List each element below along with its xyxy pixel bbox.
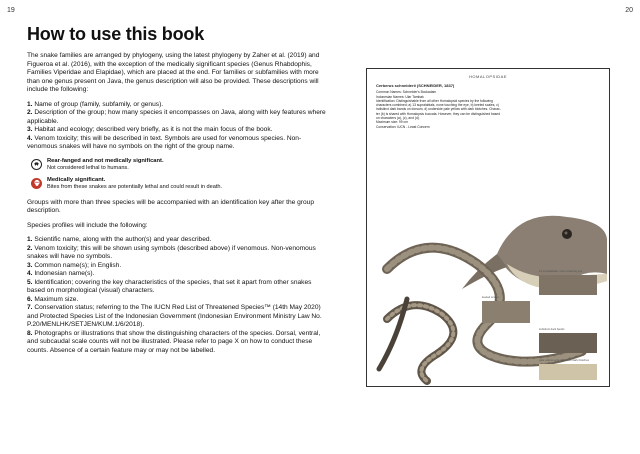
example-line: Indonesian Names: Ular Tambak [376, 94, 424, 99]
example-line: Common Names: Schneider's Bockadam [376, 90, 437, 95]
caption: 13 supralabials, none touching eye [539, 269, 583, 273]
list-item: 1. Scientific name, along with the author(s) and year described. [27, 236, 212, 243]
example-line: Conservation: IUCN - Least Concern [376, 124, 430, 129]
left-page [27, 24, 327, 355]
list-item: 3. Common name(s); in English. [27, 261, 122, 269]
skull-icon [31, 178, 42, 189]
list-item: 2. Venom toxicity; this will be shown using symbols (described above) if venomous. Non-venomous snakes will have no symbols. [27, 244, 316, 260]
snake-illustration [367, 69, 609, 386]
scale-inset [539, 333, 597, 353]
list-item: 5. Identification; covering the key characteristics of the species, that set it apart from other snakes based on morphological (visual) characters. [27, 278, 312, 294]
example-family-header: HOMALOPSIDAE [468, 74, 507, 79]
intro-paragraph: The snake families are arranged by phylogeny, using the latest phylogeny by Zaher et al. (2019) and Figueroa et al. (2016), with the exception of the medically significant species (Genus Rhabdophis, Families Viperidae and Elapidae), which are placed at the end. For families or subfamilies with more than one genus present on Java, the genus description will also be provided. These descriptions will include the following: [27, 52, 320, 93]
legend-title: Medically significant. [47, 176, 106, 183]
example-line: Maximum size: 99 cm [376, 120, 408, 125]
page-number-left: 19 [7, 7, 15, 14]
rear-fanged-icon [31, 159, 42, 170]
key-paragraph: Groups with more than three species will be accompanied with an identification key after the group description. [27, 198, 314, 214]
list-item: 8. Photographs or illustrations that show the distinguishing characters of the species. Dorsal, ventral, and subcaudal scale counts will not be illustrated. Please refer to page X on how to conduct these counts. Absence of a certain feature may or may not be labelled. [27, 329, 321, 354]
species-list [27, 236, 327, 355]
example-line: on characters (a), (c), and (d). [376, 116, 420, 121]
caption: pale yellow underside with dark blotches [539, 358, 590, 362]
example-line: indistinct dark bands on dorsum, d) underside pale yellow with dark blotches. Charac- [376, 107, 501, 112]
legend-medically-significant [31, 177, 327, 191]
page-title: How to use this book [27, 24, 205, 44]
caption: indistinct dark bands [539, 327, 565, 331]
caption: keeled scales [482, 295, 499, 299]
list-item: 6. Maximum size. [27, 295, 79, 303]
legend-title: Rear-fanged and not medically significant. [47, 157, 164, 164]
legend-rear-fanged [31, 158, 327, 172]
example-species-name: Cerberus schneiderii (SCHNEIDER, 1837) [376, 83, 455, 88]
scale-inset [539, 275, 597, 295]
scale-inset [539, 364, 597, 380]
legend-text: Bites from these snakes are potentially lethal and could result in death. [47, 183, 223, 190]
list-item: 2. Description of the group; how many species it encompasses on Java, along with key features where applicable. [27, 109, 326, 125]
list-item: 4. Venom toxicity; this will be described in text. Symbols are used for venomous species. Non-venomous snakes will have no symbols on the right of the group name. [27, 134, 302, 150]
list-item: 4. Indonesian name(s). [27, 270, 95, 277]
example-species-page [366, 68, 610, 387]
legend-text: Not considered lethal to humans. [47, 164, 129, 171]
example-line: ter (b) is shared with Homalopsis buccata. However, they can be distinguished based [376, 111, 501, 116]
group-list [27, 101, 327, 152]
species-intro: Species profiles will include the following: [27, 221, 148, 229]
scale-inset [482, 301, 530, 323]
list-item: 7. Conservation status; referring to the The IUCN Red List of Threatened Species™ (14th May 2020) and Protected Species List of the Indonesian Government (Indonesian Environment Ministry Law No. P.20/MENLHK/SETJEN/KUM.1/6/2018). [27, 304, 322, 328]
example-line: characters combined; a) 13 supralabials, none touching the eye, b) keeled scales, c) [376, 103, 499, 108]
list-item: 3. Habitat and ecology; described very briefly, as it is not the main focus of the book. [27, 126, 273, 133]
example-line: Identification: Distinguishable from all other Homalopsid species by the following [376, 98, 493, 103]
list-item: 1. Name of group (family, subfamily, or genus). [27, 100, 164, 108]
page-number-right: 20 [625, 7, 633, 14]
